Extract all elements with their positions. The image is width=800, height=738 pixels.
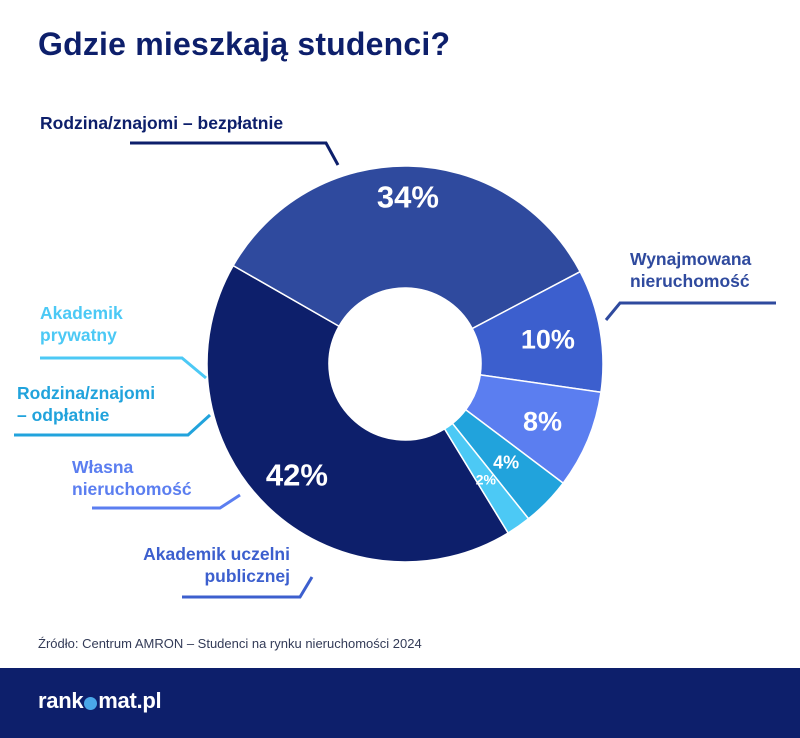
label-line: Własna: [72, 457, 134, 477]
label-line: prywatny: [40, 325, 117, 345]
label-line: Rodzina/znajomi – bezpłatnie: [40, 113, 284, 133]
label-line: nieruchomość: [72, 479, 192, 499]
source-note: Źródło: Centrum AMRON – Studenci na rynku nieruchomości 2024: [38, 636, 422, 651]
slice-value-label: 34%: [376, 179, 439, 215]
slice-value-label: 4%: [493, 452, 520, 473]
footer-bar: [0, 668, 800, 738]
label-line: Akademik: [40, 303, 123, 323]
slice-value-label: 42%: [265, 457, 328, 493]
label-wynajmowana: [630, 248, 751, 292]
label-wlasna: [72, 456, 192, 500]
label-line: – odpłatnie: [17, 405, 110, 425]
label-line: Akademik uczelni: [143, 544, 290, 564]
label-akademik-prywatny: [40, 302, 123, 346]
leader-line: [606, 303, 776, 320]
label-line: Rodzina/znajomi: [17, 383, 156, 403]
label-akademik-uczelni: [118, 543, 290, 587]
slice-value-label: 10%: [520, 324, 575, 355]
slice-value-label: 2%: [475, 471, 496, 488]
leader-line: [40, 358, 206, 378]
slice-value-label: 8%: [523, 406, 563, 437]
label-line: nieruchomość: [630, 271, 750, 291]
label-rodzina-odplatnie: [17, 382, 155, 426]
brand-logo[interactable]: [38, 688, 161, 714]
o-logo-icon: [84, 697, 97, 710]
brand-text-end: mat.pl: [98, 688, 162, 713]
leader-line: [130, 143, 338, 165]
chart-title: Gdzie mieszkają studenci?: [38, 26, 451, 62]
label-line: Wynajmowana: [630, 249, 752, 269]
label-rodzina-bezplatnie: [40, 112, 283, 134]
label-line: publicznej: [204, 566, 290, 586]
brand-text-start: rank: [38, 688, 84, 713]
